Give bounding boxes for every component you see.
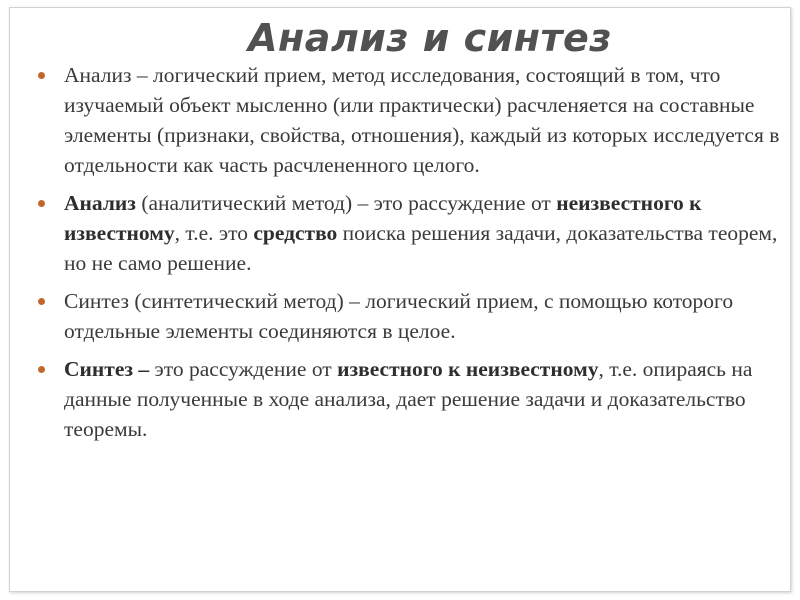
item-text: поиска решения задачи, доказательства теорем, но не само решение. xyxy=(64,221,778,275)
bullet-icon xyxy=(38,366,45,373)
item-text: , т.е. это xyxy=(174,221,254,245)
list-item-analysis-method xyxy=(38,188,786,278)
emphasis-means: средство xyxy=(253,221,338,245)
item-text: Синтез (синтетический метод) – логический прием, с помощью которого отдельные элементы соединяются в целое. xyxy=(64,289,734,343)
bullet-icon xyxy=(38,200,45,207)
list-item-synthesis-definition xyxy=(38,286,786,346)
item-text: , т.е. опираясь на данные полученные в ходе анализа, дает решение задачи и доказательство теоремы. xyxy=(64,357,753,441)
item-text: (аналитический метод) – это рассуждение от xyxy=(135,191,557,215)
term-synthesis: Синтез – xyxy=(64,357,150,381)
item-text: Анализ – логический прием, метод исследования, состоящий в том, что изучаемый объект мысленно (или практически) расчленяется на составные элементы (признаки, свойства, отношения), каждый из которых исследуется в отдельности как часть расчлененного целого. xyxy=(64,63,780,177)
emphasis-unknown-to-known: неизвестного к известному xyxy=(64,191,702,245)
slide-title: Анализ и синтез xyxy=(248,16,612,60)
slide-content xyxy=(38,60,786,452)
list-item-analysis-definition xyxy=(38,60,786,180)
bullet-icon xyxy=(38,298,45,305)
emphasis-known-to-unknown: известного к неизвестному xyxy=(337,357,599,381)
item-text: это рассуждение от xyxy=(149,357,338,381)
slide xyxy=(9,7,791,592)
term-analysis: Анализ xyxy=(64,191,136,215)
list-item-synthesis-method xyxy=(38,354,786,444)
bullet-icon xyxy=(38,72,45,79)
